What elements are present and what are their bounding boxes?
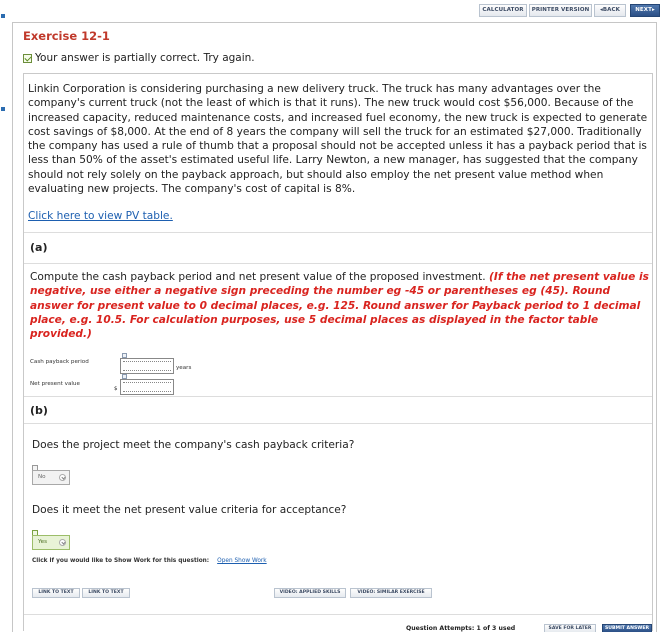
submit-answer-button[interactable]: SUBMIT ANSWER bbox=[602, 624, 652, 632]
question-box bbox=[23, 73, 653, 631]
link-to-text-button[interactable]: LINK TO TEXT bbox=[82, 588, 130, 598]
part-b-header bbox=[24, 396, 652, 424]
show-work-prompt: Click if you would like to Show Work for this question: bbox=[32, 558, 210, 564]
calculator-button[interactable]: CALCULATOR bbox=[479, 4, 527, 17]
show-work-row bbox=[32, 558, 267, 564]
part-a-label: (a) bbox=[30, 241, 48, 254]
instruction-text: Compute the cash payback period and net present value of the proposed investment. bbox=[30, 271, 490, 283]
link-to-text-button[interactable]: LINK TO TEXT bbox=[32, 588, 80, 598]
footer-bar bbox=[24, 614, 652, 632]
npv-input[interactable] bbox=[120, 379, 174, 395]
instruction-red-text: (If the net present value is negative, use either a negative sign preceding the number eg -45 or parentheses eg (45). Round answer for present value to 0 decimal places, e.g. 125. Round answer for Payback period to 1 decimal place, e.g. 10.5. For calculation purposes, use 5 decimal places as displayed in the factor table provided.) bbox=[30, 271, 649, 341]
video-similar-exercise-button[interactable]: VIDEO: SIMILAR EXERCISE bbox=[350, 588, 432, 598]
npv-criteria-select[interactable] bbox=[32, 535, 70, 550]
save-for-later-button[interactable]: SAVE FOR LATER bbox=[544, 624, 596, 632]
part-a-instructions bbox=[30, 270, 652, 341]
problem-text: Linkin Corporation is considering purchasing a new delivery truck. The truck has many advantages over the company's current truck (not the least of which is that it runs). The new truck would cost $56,000. Because of the increased capacity, reduced maintenance costs, and increased fuel economy, the new truck is expected to generate cost savings of $8,000. At the end of 8 years the company will sell the truck for an estimated $27,000. Traditionally the company has used a rule of thumb that a proposal should not be accepted unless it has a payback period that is less than 50% of the asset's estimated useful life. Larry Newton, a new manager, has suggested that the company should not rely solely on the payback approach, but should also employ the net present value method when evaluating new projects. The company's cost of capital is 8%. bbox=[28, 83, 648, 196]
next-button[interactable]: NEXT▸ bbox=[630, 4, 660, 17]
question-attempts: Question Attempts: 1 of 3 used bbox=[406, 625, 516, 632]
nav-marker bbox=[1, 107, 5, 111]
chevron-down-icon bbox=[59, 474, 66, 481]
cash-payback-unit: years bbox=[176, 365, 192, 371]
open-show-work-link[interactable]: Open Show Work bbox=[217, 558, 267, 564]
npv-criteria-question: Does it meet the net present value criteria for acceptance? bbox=[32, 504, 347, 516]
answer-status-text: Your answer is partially correct. Try again. bbox=[35, 52, 255, 64]
top-toolbar bbox=[0, 4, 667, 18]
exercise-title: Exercise 12-1 bbox=[23, 29, 110, 43]
pv-table-link[interactable]: Click here to view PV table. bbox=[28, 210, 173, 222]
chevron-down-icon bbox=[59, 539, 66, 546]
part-b-label: (b) bbox=[30, 404, 48, 417]
video-applied-skills-button[interactable]: VIDEO: APPLIED SKILLS bbox=[274, 588, 346, 598]
cash-payback-label: Cash payback period bbox=[30, 359, 89, 365]
resource-links bbox=[24, 588, 652, 598]
payback-criteria-question: Does the project meet the company's cash payback criteria? bbox=[32, 439, 355, 451]
npv-label: Net present value bbox=[30, 381, 80, 387]
payback-criteria-value: No bbox=[38, 474, 46, 480]
answer-status bbox=[23, 52, 255, 64]
partial-check-icon bbox=[23, 54, 32, 63]
cash-payback-input[interactable] bbox=[120, 358, 174, 374]
back-button[interactable]: ◂BACK bbox=[594, 4, 626, 17]
npv-prefix: $ bbox=[114, 386, 118, 392]
printer-version-button[interactable]: PRINTER VERSION bbox=[529, 4, 592, 17]
left-edge bbox=[0, 0, 6, 632]
npv-criteria-value: Yes bbox=[38, 539, 48, 545]
part-a-header bbox=[24, 232, 652, 264]
payback-criteria-select[interactable] bbox=[32, 470, 70, 485]
exercise-panel bbox=[12, 22, 657, 632]
